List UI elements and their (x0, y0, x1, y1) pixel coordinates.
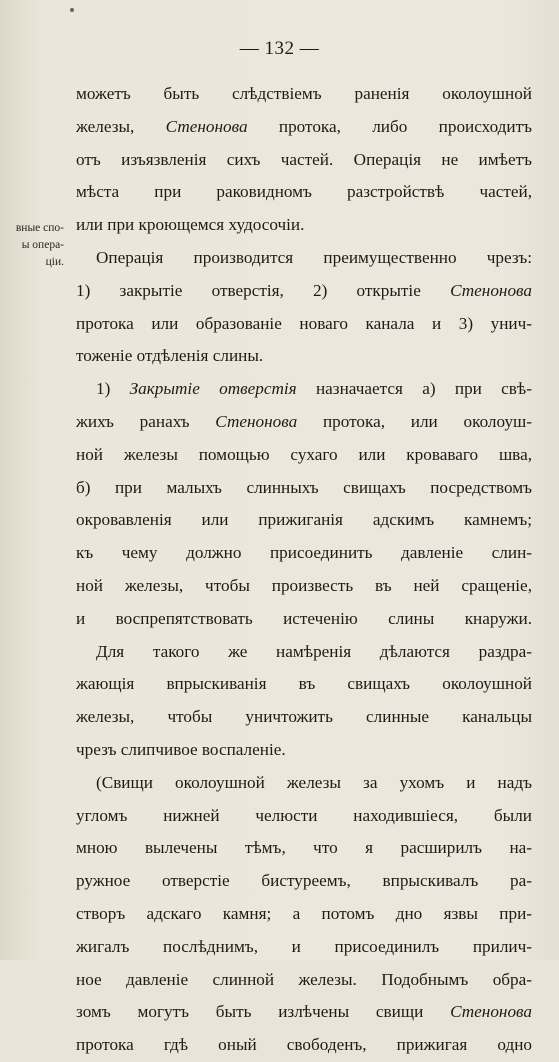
text-run: ной железы, чтобы произвесть въ ней сращеніе, (76, 575, 532, 595)
text-line (76, 209, 532, 242)
text-line (76, 537, 532, 570)
text-line (76, 340, 532, 373)
text-run: Для такого же намѣренія дѣлаются раздра- (96, 641, 532, 661)
text-run: протока или образованіе новаго канала и 3) унич- (76, 313, 532, 333)
margin-note-line: вные спо- (15, 222, 64, 234)
text-run: (Свищи околоушной железы за ухомъ и надъ (96, 772, 532, 792)
text-run: зомъ могутъ быть излѣчены свищи (76, 1002, 451, 1022)
text-run: или при кроющемся худосочіи. (76, 215, 305, 235)
text-line (76, 996, 532, 1029)
text-run: жающія впрыскиванія въ свищахъ околоушной (76, 674, 532, 694)
margin-note-line: ы опера- (21, 239, 64, 251)
text-run: назначается а) при свѣ- (296, 379, 532, 399)
text-line (76, 701, 532, 734)
text-line (76, 504, 532, 537)
text-run: мною вылечены тѣмъ, что я расширилъ на- (76, 838, 532, 858)
text-run: чрезъ слипчивое воспаленіе. (76, 739, 286, 759)
text-run: протока, либо происходитъ (247, 116, 533, 136)
text-run: б) при малыхъ слинныхъ свищахъ посредствомъ (76, 477, 532, 497)
text-run: железы, (76, 116, 166, 136)
italic-text: Стенонова (450, 1002, 532, 1022)
text-run: ружное отверстіе бистуреемъ, впрыскивалъ ра- (76, 871, 532, 891)
text-run: 1) закрытіе отверстія, 2) открытіе (76, 280, 451, 300)
text-line (76, 832, 532, 865)
text-run: протока гдѣ оный свободенъ, прижигая одно (76, 1035, 532, 1055)
text-line (76, 144, 532, 177)
text-line (76, 570, 532, 603)
text-line (76, 111, 532, 144)
text-run: мѣста при раковидномъ разстройствѣ частей, (76, 182, 532, 202)
text-line (76, 78, 532, 111)
italic-text: Стенонова (165, 116, 248, 136)
text-line (76, 1029, 532, 1062)
text-line (76, 931, 532, 964)
italic-text: Стенонова (215, 411, 298, 431)
ink-speck (70, 8, 74, 12)
italic-text: Стенонова (450, 280, 532, 300)
text-line (76, 176, 532, 209)
text-line (76, 439, 532, 472)
text-line (76, 800, 532, 833)
text-run: жихъ ранахъ (76, 411, 216, 431)
text-run: угломъ нижней челюсти находившіеся, были (76, 805, 532, 825)
text-run: 1) (96, 379, 130, 399)
text-line (76, 373, 532, 406)
text-run: створъ адскаго камня; а потомъ дно язвы при- (76, 903, 532, 923)
text-run: жигалъ послѣднимъ, и присоединилъ прилич- (76, 936, 532, 956)
text-line (76, 406, 532, 439)
text-line (76, 898, 532, 931)
text-run: железы, чтобы уничтожить слинные канальцы (76, 707, 532, 727)
margin-note (0, 220, 64, 271)
text-line (76, 636, 532, 669)
text-run: и воспрепятствовать истеченію слины кнаружи. (76, 608, 532, 628)
text-line (76, 668, 532, 701)
text-run: ной железы помощью сухаго или кроваваго шва, (76, 444, 532, 464)
margin-note-line: ціи. (45, 256, 64, 268)
body-text (76, 78, 532, 1062)
text-run: окровавленія или прижиганія адскимъ камнемъ; (76, 510, 532, 530)
italic-text: Закрытіе отверстія (129, 379, 297, 399)
text-line (76, 603, 532, 636)
text-run: отъ изъязвленія сихъ частей. Операція не имѣетъ (76, 149, 532, 169)
text-line (76, 308, 532, 341)
text-line (76, 242, 532, 275)
text-run: протока, или околоуш- (297, 411, 532, 431)
text-line (76, 964, 532, 997)
text-run: Операція производится преимущественно чрезъ: (96, 247, 532, 267)
text-line (76, 275, 532, 308)
page-number: — 132 — (239, 38, 320, 59)
text-run: къ чему должно присоединить давленіе слин- (76, 543, 532, 563)
text-run: тоженіе отдѣленія слины. (76, 346, 264, 366)
text-line (76, 767, 532, 800)
text-run: можетъ быть слѣдствіемъ раненія околоушной (76, 84, 532, 103)
text-line (76, 734, 532, 767)
text-line (76, 472, 532, 505)
text-run: ное давленіе слинной железы. Подобнымъ обра- (76, 969, 532, 989)
text-line (76, 865, 532, 898)
